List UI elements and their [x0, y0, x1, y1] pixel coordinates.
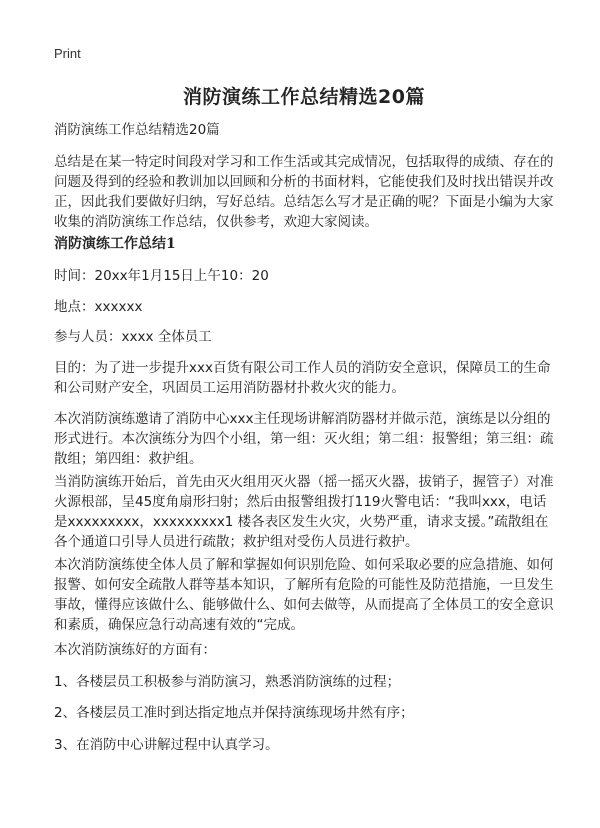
purpose-paragraph: 目的：为了进一步提升xxx百货有限公司工作人员的消防安全意识，保障员工的生命和公司财产安全，巩固员工运用消防器材扑救火灾的能力。	[54, 360, 551, 396]
strengths-heading: 本次消防演练好的方面有：	[54, 642, 216, 658]
document-title: 消防演练工作总结精选20篇	[183, 86, 425, 108]
event-time: 时间：20xx年1月15日上午10：20	[54, 268, 269, 284]
list-item: 1、各楼层员工积极参与消防演习，熟悉消防演练的过程；	[54, 674, 401, 690]
print-link[interactable]: Print	[54, 46, 81, 61]
document-subtitle: 消防演练工作总结精选20篇	[54, 122, 220, 138]
drill-outcome-paragraph: 本次消防演练使全体人员了解和掌握如何识别危险、如何采取必要的应急措施、如何报警、如何安全疏散人群等基本知识，了解所有危险的可能性及防范措施，一旦发生事故，懂得应该做什么、能够做什么、如何去做等，从而提高了全体员工的安全意识和素质，确保应急行动高速有效的“完成。	[54, 557, 554, 633]
event-location: 地点：xxxxxx	[54, 299, 143, 315]
intro-paragraph: 总结是在某一特定时间段对学习和工作生活或其完成情况，包括取得的成绩、存在的问题及得到的经验和教训加以回顾和分析的书面材料，它能使我们及时找出错误并改正，因此我们要做好归纳，写好总结。总结怎么写才是正确的呢？下面是小编为大家收集的消防演练工作总结，仅供参考，欢迎大家阅读。	[54, 154, 554, 230]
list-item: 3、在消防中心讲解过程中认真学习。	[54, 737, 279, 753]
list-item: 2、各楼层员工准时到达指定地点并保持演练现场井然有序；	[54, 705, 414, 721]
event-participants: 参与人员：xxxx 全体员工	[54, 329, 212, 345]
drill-process-paragraph: 当消防演练开始后，首先由灭火组用灭火器（摇一摇灭火器，拔销子，握管子）对准火源根部，呈45度角扇形扫射；然后由报警组拨打119火警电话：“我叫xxx，电话是xxxxxxxxx，xxxxxxxxx1 楼各表区发生火灾，火势严重，请求支援。”疏散组在各个通道口引导人员进行疏散；救护组对受伤人员进行救护。	[54, 474, 554, 550]
section-heading: 消防演练工作总结1	[54, 236, 176, 252]
drill-overview-paragraph: 本次消防演练邀请了消防中心xxx主任现场讲解消防器材并做示范，演练是以分组的形式进行。本次演练分为四个小组，第一组：灭火组；第二组：报警组；第三组：疏散组；第四组：救护组。	[54, 411, 554, 467]
